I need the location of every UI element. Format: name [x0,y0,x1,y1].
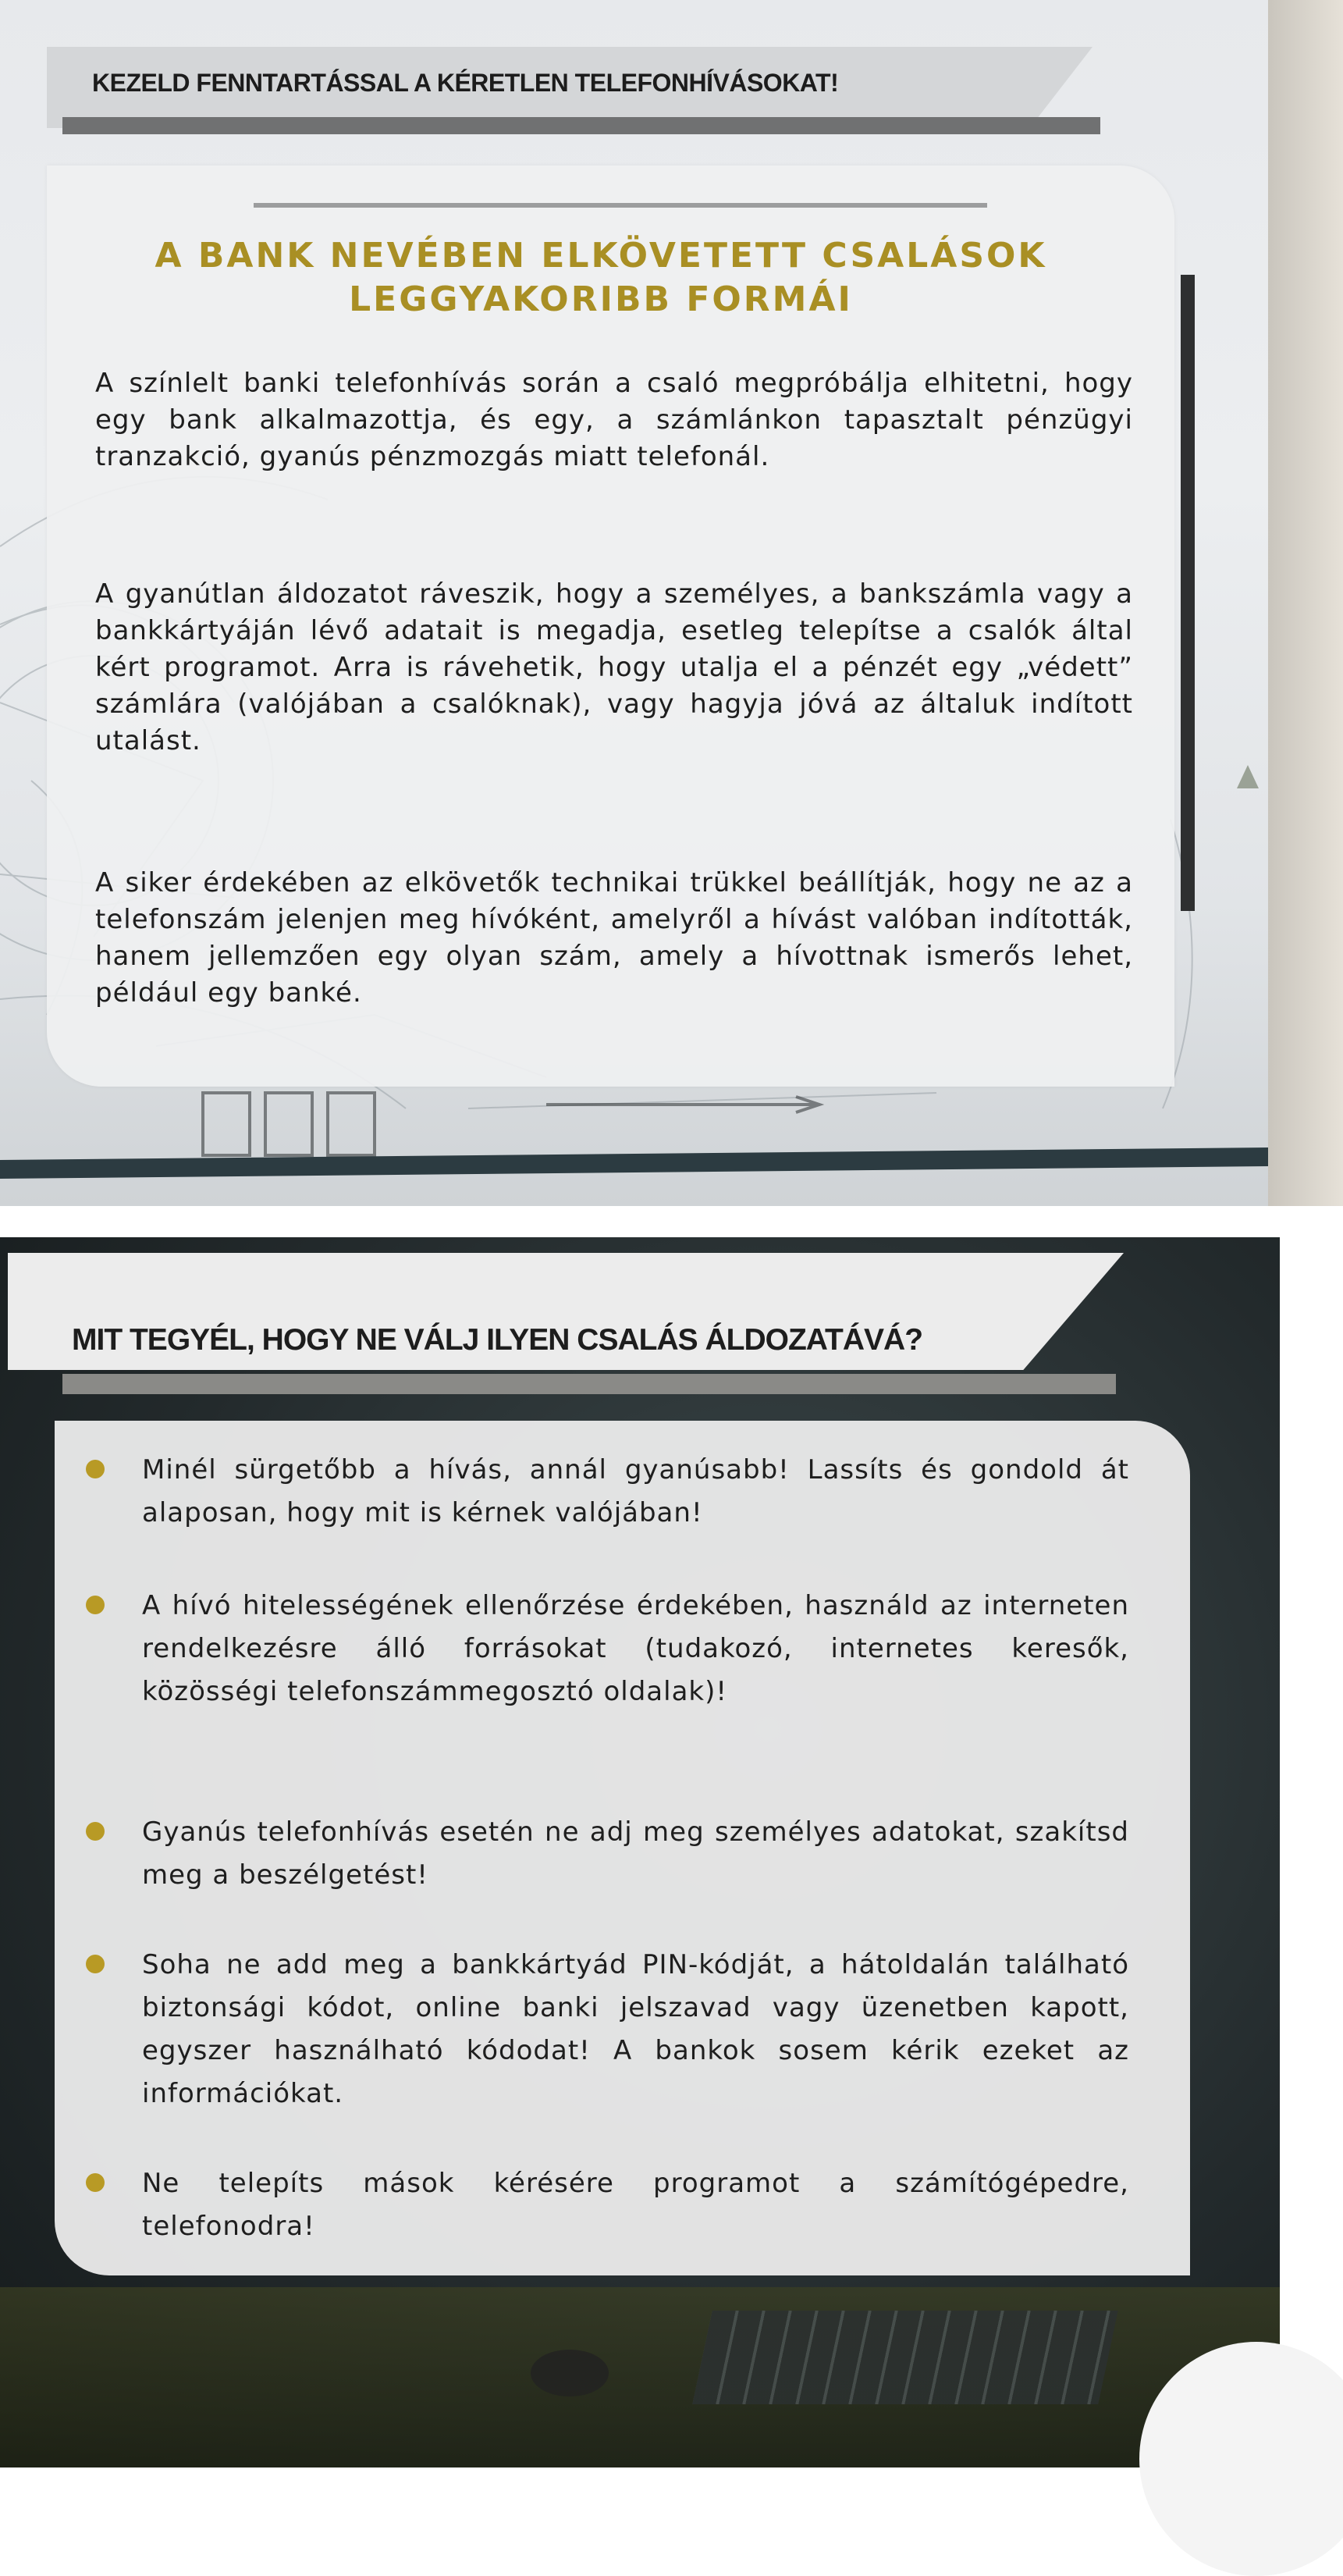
arrow-up-icon [1237,765,1259,788]
vertical-accent-bar [1181,275,1195,911]
bullet-dot-icon [86,1596,105,1614]
card-title [133,234,1069,322]
page-gap [0,1206,1343,1237]
card-title-line-2: LEGGYAKORIBB FORMÁI [349,279,853,319]
keyboard-decoration [692,2311,1118,2404]
page-edge-bottom [1280,1237,1343,2467]
paragraph-2: A gyanútlan áldozatot ráveszik, hogy a személyes, a bankszámla vagy a bankkártyáján lévő adatait is megadja, esetleg telepítse a csalók által kért programot. Arra is rávehetik, hogy utalja el a pénzét egy „védett” számlára (valójában a csalóknak), vagy hagyja jóvá az általuk indított utalást. [95,578,1133,756]
bottom-banner-title: MIT TEGYÉL, HOGY NE VÁLJ ILYEN CSALÁS ÁLDOZATÁVÁ? [72,1323,923,1357]
tip-text: Gyanús telefonhívás esetén ne adj meg személyes adatokat, szakítsd meg a beszélgetést! [142,1816,1129,1891]
paragraph-3: A siker érdekében az elkövetők technikai trükkel beállítják, hogy ne az a telefonszám jelenjen meg hívóként, amelyről a hívást valóban indították, hanem jellemzően egy olyan szám, amely a hívottnak ismerős lehet, például egy banké. [95,867,1133,1009]
mouse-decoration [531,2350,609,2396]
bullet-dot-icon [86,1460,105,1478]
tip-text: A hívó hitelességének ellenőrzése érdekében, használd az interneten rendelkezésre álló forrásokat (tudakozó, internetes keresők, közösségi telefonszámmegosztó oldalak)! [142,1590,1129,1707]
card-top-divider [254,203,987,208]
top-banner-title: KEZELD FENNTARTÁSSAL A KÉRETLEN TELEFONHÍVÁSOKAT! [92,69,839,97]
card-title-line-1: A BANK NEVÉBEN ELKÖVETETT CSALÁSOK [155,236,1047,276]
tip-text: Minél sürgetőbb a hívás, annál gyanúsabb! Lassíts és gondold át alaposan, hogy mit is kérnek valójában! [142,1454,1129,1528]
top-banner-underline [62,117,1100,134]
bottom-banner-underline [62,1374,1116,1394]
paragraph-1: A színlelt banki telefonhívás során a csaló megpróbálja elhitetni, hogy egy bank alkalmazottja, és egy, a számlánkon tapasztalt pénzügyi tranzakció, gyanús pénzmozgás miatt telefonál. [95,368,1133,472]
bullet-dot-icon [86,1822,105,1841]
bullet-dot-icon [86,2173,105,2192]
tip-text: Soha ne add meg a bankkártyád PIN-kódját, a hátoldalán található biztonsági kódot, online banki jelszavad vagy üzenetben kapott, egyszer használható kódodat! A bankok sosem kérik ezeket az információkat. [142,1949,1129,2109]
tip-text: Ne telepíts mások kérésére programot a számítógépedre, telefonodra! [142,2168,1129,2242]
page-edge [1268,0,1343,1206]
bullet-dot-icon [86,1955,105,1973]
